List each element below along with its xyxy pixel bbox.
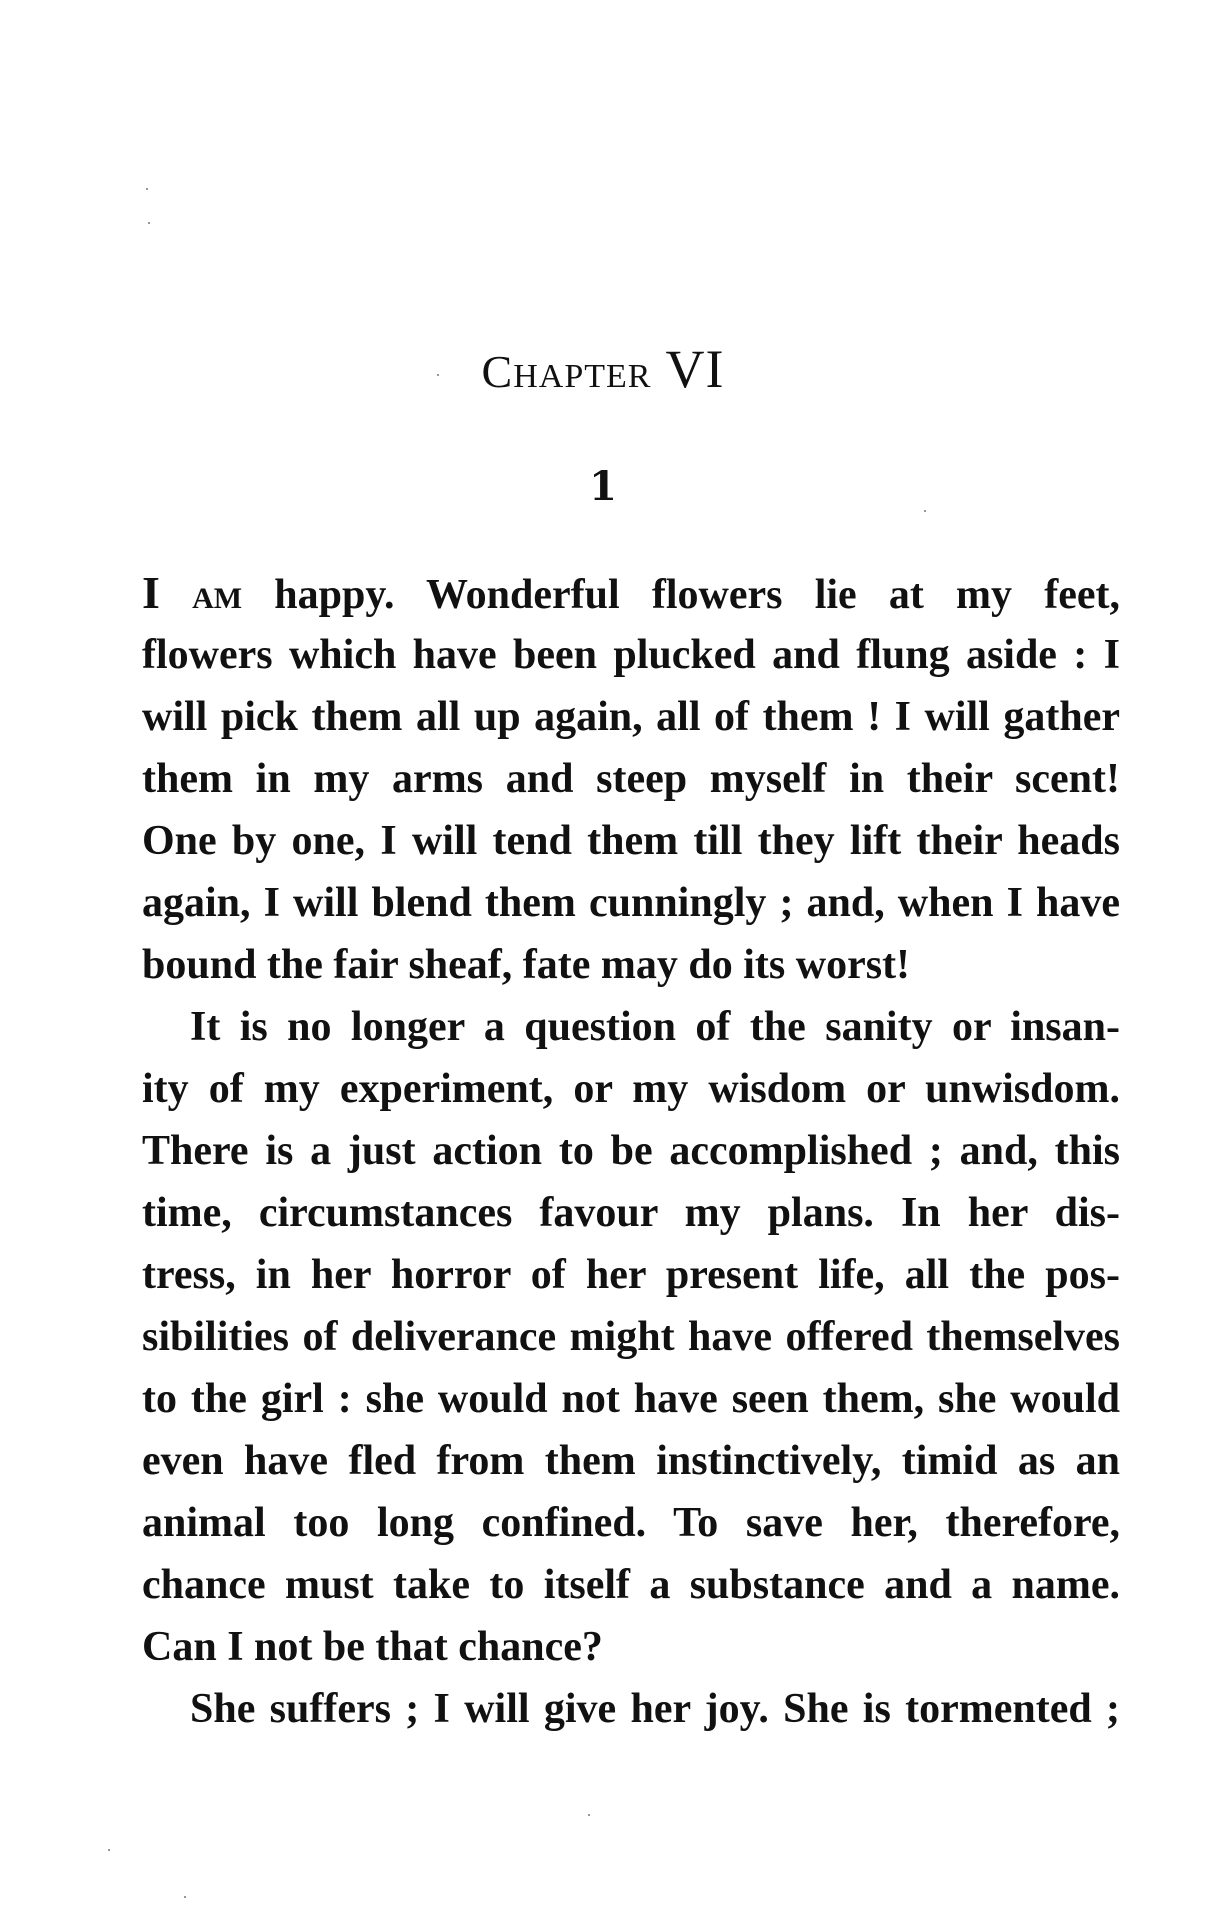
text-line: She suffers ; I will give her joy. She is tormented ;: [190, 1686, 1120, 1732]
chapter-heading-rest: HAPTER: [513, 358, 652, 395]
text-line: ity of my experiment, or my wisdom or unwisdom.: [142, 1066, 1120, 1112]
text-line: tress, in her horror of her present life, all the pos-: [142, 1252, 1120, 1298]
scan-speck: [184, 1896, 186, 1898]
scan-speck: [437, 374, 439, 376]
text-line: will pick them all up again, all of them ! I will gather: [142, 694, 1120, 740]
text-line: It is no longer a question of the sanity or insan-: [190, 1004, 1120, 1050]
scan-speck: [108, 1849, 110, 1851]
scan-speck: [924, 510, 926, 512]
text-line: time, circumstances favour my plans. In her dis-: [142, 1190, 1120, 1236]
drop-initial: I: [142, 567, 160, 618]
text-line: I AM happy. Wonderful flowers lie at my feet,: [142, 567, 1120, 618]
body-text: [142, 562, 1120, 1740]
text-line: sibilities of deliverance might have offered themselves: [142, 1314, 1120, 1360]
paragraph-2: [142, 996, 1120, 1678]
text-line: even have fled from them instinctively, timid as an: [142, 1438, 1120, 1484]
chapter-numeral: VI: [665, 339, 725, 399]
section-number: 1: [589, 463, 617, 510]
text-line: animal too long confined. To save her, therefore,: [142, 1500, 1120, 1546]
small-caps-word: AM: [192, 582, 243, 615]
text-line: One by one, I will tend them till they lift their heads: [142, 818, 1120, 864]
text-line: Can I not be that chance?: [142, 1624, 603, 1670]
scan-speck: [148, 222, 150, 224]
scan-speck: [588, 1814, 590, 1816]
text-line: chance must take to itself a substance and a name.: [142, 1562, 1120, 1608]
scan-speck: [146, 188, 148, 190]
paragraph-1: [142, 562, 1120, 996]
text-line: flowers which have been plucked and flung aside : I: [142, 632, 1120, 678]
text-line: again, I will blend them cunningly ; and, when I have: [142, 880, 1120, 926]
text-line: There is a just action to be accomplished ; and, this: [142, 1128, 1120, 1174]
chapter-heading-initial: C: [481, 346, 514, 397]
text-line: to the girl : she would not have seen them, she would: [142, 1376, 1120, 1422]
paragraph-3: [142, 1678, 1120, 1740]
chapter-heading: [0, 338, 1206, 400]
text-line: them in my arms and steep myself in their scent!: [142, 756, 1120, 802]
text-line: bound the fair sheaf, fate may do its worst!: [142, 942, 911, 988]
